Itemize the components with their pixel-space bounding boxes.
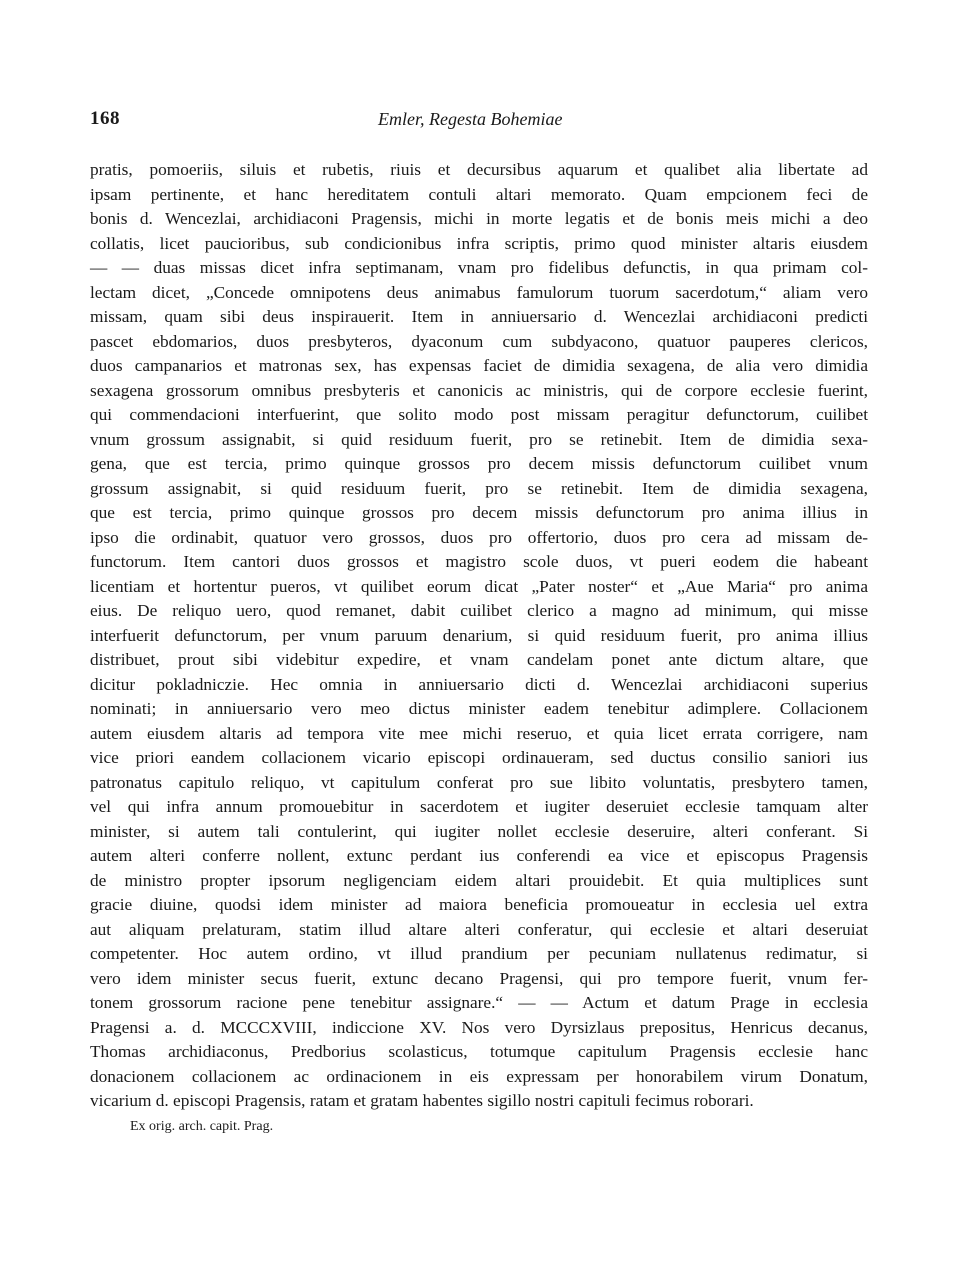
text-line: licentiam et hortentur pueros, vt quilibet eorum dicat „Pater noster“ et „Aue Maria“ pro anima — [90, 576, 868, 596]
text-line: competenter. Hoc autem ordino, vt illud prandium per pecuniam nullatenus redimatur, si — [90, 944, 868, 963]
text-line: minister, si autem tali contulerint, qui iugiter nollet ecclesie deseruire, alteri conferant. Si — [90, 821, 868, 841]
text-line: missam, quam sibi deus inspirauerit. Item in anniuersario d. Wencezlai archidiaconi predicti — [90, 307, 868, 326]
text-line: gena, que est tercia, primo quinque grossos pro decem missis defunctorum cuilibet vnum — [90, 454, 868, 473]
text-line: bonis d. Wencezlai, archidiaconi Pragensis, michi in morte legatis et de bonis meis michi a deo — [90, 209, 868, 228]
text-line: dicitur pokladniczie. Hec omnia in anniuersario dicti d. Wencezlai archidiaconi superius — [90, 674, 868, 694]
text-line: donacionem collacionem ac ordinacionem in eis expressam per honorabilem virum Donatum, — [90, 1066, 868, 1086]
text-line: ipso die ordinabit, quatuor vero grossos, duos pro offertorio, duos pro cera ad missam de- — [90, 527, 868, 547]
source-citation: Ex orig. arch. capit. Prag. — [130, 1118, 274, 1134]
text-line: sexagena grossorum omnibus presbyteris et canonicis ac ministris, qui de corpore ecclesie fuerint, — [90, 380, 868, 400]
text-line: qui commendacioni interfuerint, que solito modo post missam peragitur defunctorum, cuilibet — [90, 405, 868, 424]
text-line: vnum grossum assignabit, si quid residuum fuerit, pro se retinebit. Item de dimidia sexa- — [90, 429, 868, 449]
text-line: patronatus capitulo reliquo, vt capitulum conferat pro sue libito voluntatis, presbytero tamen, — [90, 772, 868, 792]
text-line: aut aliquam prelaturam, statim illud altare alteri conferatur, qui ecclesie et altari deseruiat — [90, 919, 868, 939]
text-line: de ministro propter ipsorum negligenciam eidem altari prouidebit. Et quia multiplices sunt — [90, 870, 868, 890]
text-line: grossum assignabit, si quid residuum fuerit, pro se retinebit. Item de dimidia sexagena, — [90, 478, 868, 498]
text-line: collatis, licet paucioribus, sub condicionibus infra scriptis, primo quod minister altaris eiusdem — [90, 233, 868, 253]
text-line: duos campanarios et matronas sex, has expensas faciet de dimidia sexagena, de alia vero dimidia — [90, 356, 868, 375]
text-line: vero idem minister secus fuerit, extunc decano Pragensi, qui pro tempore fuerit, vnum fer- — [90, 968, 868, 988]
text-line: tonem grossorum racione pene tenebitur assignare.“ — — Actum et datum Prage in ecclesia — [90, 993, 868, 1012]
text-line: Thomas archidiaconus, Predborius scolasticus, totumque capitulum Pragensis ecclesie hanc — [90, 1042, 868, 1061]
running-head — [90, 108, 868, 134]
text-line: gracie diuine, quodsi idem minister ad maiora beneficia promoueatur in ecclesia uel extra — [90, 895, 868, 914]
text-line: lectam dicet, „Concede omnipotens deus animabus famulorum tuorum sacerdotum,“ aliam vero — [90, 282, 868, 302]
text-line: — — duas missas dicet infra septimanam, vnam pro fidelibus defunctis, in qua primam col- — [90, 258, 868, 277]
text-line: nominati; in anniuersario vero meo dictus minister eadem tenebitur adimplere. Collacionem — [90, 699, 868, 718]
text-line: interfuerit defunctorum, per vnum paruum denarium, si quid residuum fuerit, pro anima illius — [90, 625, 868, 645]
text-line: que est tercia, primo quinque grossos pro decem missis defunctorum pro anima illius in — [90, 503, 868, 522]
page-number: 168 — [90, 108, 120, 129]
text-line: pratis, pomoeriis, siluis et rubetis, riuis et decursibus aquarum et qualibet alia libertate ad — [90, 160, 868, 179]
body-text — [90, 158, 868, 1138]
text-line: ipsam pertinente, et hanc hereditatem contuli altari memorato. Quam empcionem feci de — [90, 184, 868, 204]
running-title: Emler, Regesta Bohemiae — [378, 109, 563, 129]
text-line: autem eiusdem altaris ad tempora vite mee michi reseruo, et quia licet errata corrigere, nam — [90, 723, 868, 743]
text-line: vel qui infra annum promouebitur in sacerdotem et iugiter deseruiet ecclesie tamquam alter — [90, 797, 868, 816]
text-line: functorum. Item cantori duos grossos et magistro scole duos, vt pueri eodem die habeant — [90, 552, 868, 571]
text-line: distribuet, prout sibi videbitur expedire, et vnam candelam ponet ante dictum altare, que — [90, 650, 868, 669]
text-line: eius. De reliquo uero, quod remanet, dabit cuilibet clerico a magno ad minimum, qui misse — [90, 601, 868, 620]
text-line: pascet ebdomarios, duos presbyteros, dyaconum cum subdyacono, quatuor pauperes clericos, — [90, 331, 868, 351]
text-line: Pragensi a. d. MCCCXVIII, indiccione XV. Nos vero Dyrsizlaus prepositus, Henricus decanus, — [90, 1017, 868, 1037]
text-line: vice priori eandem collacionem vicario episcopi ordinaueram, sed ductus consilio saniori ius — [90, 748, 868, 767]
text-line-last: vicarium d. episcopi Pragensis, ratam et gratam habentes sigillo nostri capituli fecimus roborari. — [90, 1091, 754, 1110]
text-line: autem alteri conferre nollent, extunc perdant ius conferendi ea vice et episcopus Pragensis — [90, 846, 868, 865]
